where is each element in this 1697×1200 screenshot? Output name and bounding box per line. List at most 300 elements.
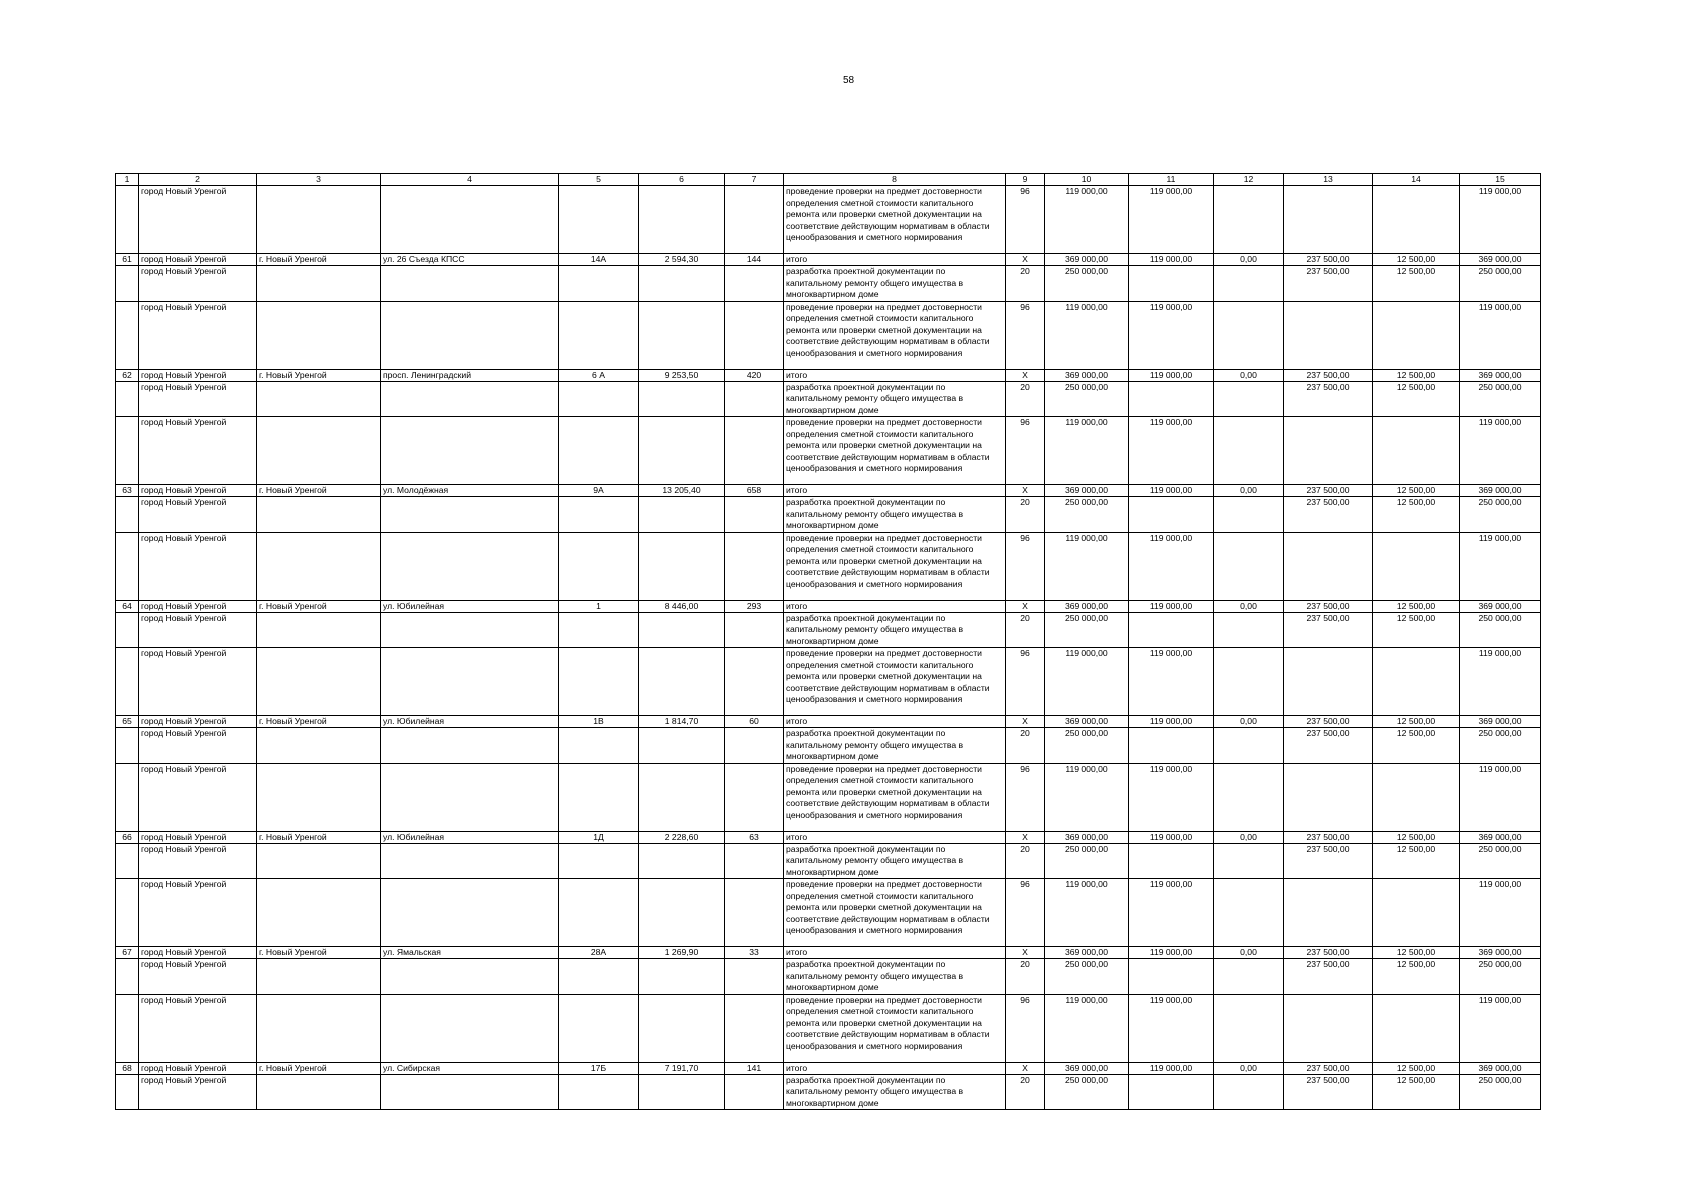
work-type-cell: разработка проектной документации по капитальному ремонту общего имущества в многоквартирном доме bbox=[784, 1074, 1006, 1110]
settlement-cell: г. Новый Уренгой bbox=[257, 254, 381, 266]
house-number-cell bbox=[559, 763, 639, 831]
cost-col-13-cell bbox=[1284, 417, 1373, 485]
total-cost-cell: 119 000,00 bbox=[1045, 879, 1129, 947]
cost-col-11-cell: 119 000,00 bbox=[1129, 831, 1214, 843]
settlement-cell bbox=[257, 728, 381, 764]
residents-cell bbox=[725, 728, 784, 764]
cost-col-11-cell: 119 000,00 bbox=[1129, 648, 1214, 716]
work-type-cell: проведение проверки на предмет достоверности определения сметной стоимости капитального ремонта или проверки сметной документации на соответствие действующим нормативам в области ценообразования и сметного нормирования bbox=[784, 648, 1006, 716]
cost-col-15-cell: 119 000,00 bbox=[1460, 994, 1541, 1062]
cost-col-15-cell: 250 000,00 bbox=[1460, 266, 1541, 302]
settlement-cell bbox=[257, 612, 381, 648]
cost-col-13-cell bbox=[1284, 186, 1373, 254]
settlement-cell bbox=[257, 186, 381, 254]
street-cell bbox=[381, 381, 559, 417]
cost-col-12-cell bbox=[1214, 648, 1284, 716]
municipality-cell: город Новый Уренгой bbox=[139, 600, 257, 612]
total-cost-cell: 250 000,00 bbox=[1045, 1074, 1129, 1110]
residents-cell: 63 bbox=[725, 831, 784, 843]
cost-col-12-cell bbox=[1214, 497, 1284, 533]
street-cell bbox=[381, 266, 559, 302]
house-number-cell: 14А bbox=[559, 254, 639, 266]
street-cell bbox=[381, 417, 559, 485]
cost-col-15-cell: 369 000,00 bbox=[1460, 254, 1541, 266]
settlement-cell: г. Новый Уренгой bbox=[257, 485, 381, 497]
house-number-cell: 9А bbox=[559, 485, 639, 497]
table-row bbox=[116, 763, 1541, 831]
work-code-cell: X bbox=[1006, 716, 1045, 728]
cost-col-12-cell bbox=[1214, 994, 1284, 1062]
cost-col-13-cell: 237 500,00 bbox=[1284, 1074, 1373, 1110]
total-cost-cell: 250 000,00 bbox=[1045, 381, 1129, 417]
municipality-cell: город Новый Уренгой bbox=[139, 497, 257, 533]
street-cell: ул. Ямальская bbox=[381, 947, 559, 959]
settlement-cell bbox=[257, 994, 381, 1062]
settlement-cell bbox=[257, 763, 381, 831]
work-code-cell: X bbox=[1006, 831, 1045, 843]
cost-col-15-cell: 119 000,00 bbox=[1460, 417, 1541, 485]
total-cost-cell: 119 000,00 bbox=[1045, 763, 1129, 831]
cost-col-13-cell bbox=[1284, 879, 1373, 947]
table-row bbox=[116, 843, 1541, 879]
work-code-cell: 96 bbox=[1006, 186, 1045, 254]
street-cell: ул. Юбилейная bbox=[381, 716, 559, 728]
cost-col-15-cell: 369 000,00 bbox=[1460, 600, 1541, 612]
street-cell: ул. Сибирская bbox=[381, 1062, 559, 1074]
row-number-cell bbox=[116, 417, 139, 485]
area-cell: 1 269,90 bbox=[639, 947, 725, 959]
street-cell: ул. 26 Съезда КПСС bbox=[381, 254, 559, 266]
row-number-cell: 65 bbox=[116, 716, 139, 728]
work-type-cell: разработка проектной документации по капитальному ремонту общего имущества в многоквартирном доме bbox=[784, 612, 1006, 648]
column-header: 1 bbox=[116, 174, 139, 186]
work-type-cell: разработка проектной документации по капитальному ремонту общего имущества в многоквартирном доме bbox=[784, 728, 1006, 764]
work-type-cell: итого bbox=[784, 254, 1006, 266]
house-number-cell bbox=[559, 843, 639, 879]
house-number-cell bbox=[559, 959, 639, 995]
residents-cell: 60 bbox=[725, 716, 784, 728]
settlement-cell: г. Новый Уренгой bbox=[257, 1062, 381, 1074]
residents-cell bbox=[725, 186, 784, 254]
area-cell: 9 253,50 bbox=[639, 369, 725, 381]
work-code-cell: 20 bbox=[1006, 959, 1045, 995]
work-code-cell: X bbox=[1006, 369, 1045, 381]
work-type-cell: итого bbox=[784, 369, 1006, 381]
work-type-cell: разработка проектной документации по капитальному ремонту общего имущества в многоквартирном доме bbox=[784, 843, 1006, 879]
cost-col-11-cell bbox=[1129, 959, 1214, 995]
work-code-cell: 20 bbox=[1006, 728, 1045, 764]
area-cell bbox=[639, 648, 725, 716]
municipality-cell: город Новый Уренгой bbox=[139, 1074, 257, 1110]
cost-col-14-cell: 12 500,00 bbox=[1373, 369, 1460, 381]
work-type-cell: проведение проверки на предмет достоверности определения сметной стоимости капитального ремонта или проверки сметной документации на соответствие действующим нормативам в области ценообразования и сметного нормирования bbox=[784, 532, 1006, 600]
cost-col-15-cell: 369 000,00 bbox=[1460, 947, 1541, 959]
total-cost-cell: 369 000,00 bbox=[1045, 1062, 1129, 1074]
house-number-cell bbox=[559, 1074, 639, 1110]
house-number-cell: 28А bbox=[559, 947, 639, 959]
cost-col-11-cell: 119 000,00 bbox=[1129, 254, 1214, 266]
cost-col-14-cell: 12 500,00 bbox=[1373, 381, 1460, 417]
total-cost-cell: 250 000,00 bbox=[1045, 728, 1129, 764]
cost-col-15-cell: 250 000,00 bbox=[1460, 612, 1541, 648]
cost-col-13-cell: 237 500,00 bbox=[1284, 381, 1373, 417]
cost-col-11-cell: 119 000,00 bbox=[1129, 417, 1214, 485]
work-type-cell: проведение проверки на предмет достоверности определения сметной стоимости капитального ремонта или проверки сметной документации на соответствие действующим нормативам в области ценообразования и сметного нормирования bbox=[784, 763, 1006, 831]
cost-col-15-cell: 250 000,00 bbox=[1460, 728, 1541, 764]
street-cell bbox=[381, 648, 559, 716]
street-cell bbox=[381, 763, 559, 831]
settlement-cell: г. Новый Уренгой bbox=[257, 831, 381, 843]
street-cell bbox=[381, 612, 559, 648]
street-cell bbox=[381, 879, 559, 947]
table-row bbox=[116, 728, 1541, 764]
cost-col-13-cell bbox=[1284, 532, 1373, 600]
cost-col-15-cell: 119 000,00 bbox=[1460, 186, 1541, 254]
cost-col-12-cell: 0,00 bbox=[1214, 254, 1284, 266]
work-code-cell: 96 bbox=[1006, 532, 1045, 600]
house-number-cell bbox=[559, 186, 639, 254]
cost-col-11-cell: 119 000,00 bbox=[1129, 716, 1214, 728]
cost-col-12-cell bbox=[1214, 843, 1284, 879]
row-number-cell bbox=[116, 1074, 139, 1110]
column-header: 2 bbox=[139, 174, 257, 186]
row-number-cell: 67 bbox=[116, 947, 139, 959]
cost-col-14-cell bbox=[1373, 763, 1460, 831]
municipality-cell: город Новый Уренгой bbox=[139, 648, 257, 716]
table-row bbox=[116, 301, 1541, 369]
row-number-cell bbox=[116, 994, 139, 1062]
settlement-cell bbox=[257, 301, 381, 369]
municipality-cell: город Новый Уренгой bbox=[139, 532, 257, 600]
municipality-cell: город Новый Уренгой bbox=[139, 254, 257, 266]
cost-col-12-cell bbox=[1214, 728, 1284, 764]
settlement-cell bbox=[257, 381, 381, 417]
cost-col-13-cell: 237 500,00 bbox=[1284, 600, 1373, 612]
area-cell bbox=[639, 266, 725, 302]
column-header: 15 bbox=[1460, 174, 1541, 186]
house-number-cell bbox=[559, 417, 639, 485]
cost-col-14-cell: 12 500,00 bbox=[1373, 716, 1460, 728]
cost-col-13-cell: 237 500,00 bbox=[1284, 485, 1373, 497]
total-cost-cell: 250 000,00 bbox=[1045, 497, 1129, 533]
cost-col-12-cell: 0,00 bbox=[1214, 1062, 1284, 1074]
cost-col-14-cell: 12 500,00 bbox=[1373, 600, 1460, 612]
column-header: 5 bbox=[559, 174, 639, 186]
area-cell bbox=[639, 532, 725, 600]
house-number-cell bbox=[559, 381, 639, 417]
total-cost-cell: 119 000,00 bbox=[1045, 994, 1129, 1062]
house-number-cell bbox=[559, 728, 639, 764]
residents-cell bbox=[725, 843, 784, 879]
row-number-cell: 64 bbox=[116, 600, 139, 612]
municipality-cell: город Новый Уренгой bbox=[139, 843, 257, 879]
cost-col-13-cell: 237 500,00 bbox=[1284, 831, 1373, 843]
municipality-cell: город Новый Уренгой bbox=[139, 266, 257, 302]
residents-cell: 293 bbox=[725, 600, 784, 612]
work-type-cell: проведение проверки на предмет достоверности определения сметной стоимости капитального ремонта или проверки сметной документации на соответствие действующим нормативам в области ценообразования и сметного нормирования bbox=[784, 301, 1006, 369]
cost-col-11-cell: 119 000,00 bbox=[1129, 186, 1214, 254]
work-code-cell: 96 bbox=[1006, 994, 1045, 1062]
row-number-cell bbox=[116, 301, 139, 369]
cost-col-14-cell: 12 500,00 bbox=[1373, 1074, 1460, 1110]
municipality-cell: город Новый Уренгой bbox=[139, 186, 257, 254]
data-table bbox=[115, 173, 1541, 1110]
cost-col-12-cell: 0,00 bbox=[1214, 485, 1284, 497]
street-cell bbox=[381, 1074, 559, 1110]
municipality-cell: город Новый Уренгой bbox=[139, 369, 257, 381]
cost-col-12-cell bbox=[1214, 266, 1284, 302]
area-cell: 7 191,70 bbox=[639, 1062, 725, 1074]
row-number-cell bbox=[116, 959, 139, 995]
row-number-cell: 63 bbox=[116, 485, 139, 497]
cost-col-14-cell bbox=[1373, 186, 1460, 254]
table-row bbox=[116, 186, 1541, 254]
work-type-cell: проведение проверки на предмет достоверности определения сметной стоимости капитального ремонта или проверки сметной документации на соответствие действующим нормативам в области ценообразования и сметного нормирования bbox=[784, 186, 1006, 254]
column-header: 12 bbox=[1214, 174, 1284, 186]
residents-cell bbox=[725, 612, 784, 648]
residents-cell bbox=[725, 497, 784, 533]
work-code-cell: 20 bbox=[1006, 1074, 1045, 1110]
cost-col-13-cell bbox=[1284, 763, 1373, 831]
cost-col-12-cell bbox=[1214, 301, 1284, 369]
work-type-cell: проведение проверки на предмет достоверности определения сметной стоимости капитального ремонта или проверки сметной документации на соответствие действующим нормативам в области ценообразования и сметного нормирования bbox=[784, 879, 1006, 947]
table-row bbox=[116, 369, 1541, 381]
row-number-cell: 66 bbox=[116, 831, 139, 843]
house-number-cell: 1В bbox=[559, 716, 639, 728]
cost-col-13-cell bbox=[1284, 648, 1373, 716]
street-cell bbox=[381, 497, 559, 533]
total-cost-cell: 119 000,00 bbox=[1045, 301, 1129, 369]
cost-col-12-cell: 0,00 bbox=[1214, 947, 1284, 959]
work-type-cell: разработка проектной документации по капитальному ремонту общего имущества в многоквартирном доме bbox=[784, 381, 1006, 417]
cost-col-12-cell bbox=[1214, 763, 1284, 831]
house-number-cell: 1 bbox=[559, 600, 639, 612]
table-row bbox=[116, 831, 1541, 843]
work-type-cell: итого bbox=[784, 485, 1006, 497]
municipality-cell: город Новый Уренгой bbox=[139, 763, 257, 831]
municipality-cell: город Новый Уренгой bbox=[139, 381, 257, 417]
street-cell bbox=[381, 532, 559, 600]
total-cost-cell: 369 000,00 bbox=[1045, 254, 1129, 266]
cost-col-11-cell: 119 000,00 bbox=[1129, 947, 1214, 959]
cost-col-12-cell bbox=[1214, 186, 1284, 254]
area-cell bbox=[639, 728, 725, 764]
cost-col-14-cell: 12 500,00 bbox=[1373, 497, 1460, 533]
residents-cell bbox=[725, 301, 784, 369]
street-cell bbox=[381, 994, 559, 1062]
settlement-cell bbox=[257, 417, 381, 485]
area-cell bbox=[639, 843, 725, 879]
cost-col-15-cell: 250 000,00 bbox=[1460, 381, 1541, 417]
row-number-cell bbox=[116, 879, 139, 947]
row-number-cell bbox=[116, 648, 139, 716]
work-type-cell: проведение проверки на предмет достоверности определения сметной стоимости капитального ремонта или проверки сметной документации на соответствие действующим нормативам в области ценообразования и сметного нормирования bbox=[784, 417, 1006, 485]
municipality-cell: город Новый Уренгой bbox=[139, 301, 257, 369]
area-cell bbox=[639, 763, 725, 831]
residents-cell bbox=[725, 417, 784, 485]
street-cell bbox=[381, 728, 559, 764]
area-cell bbox=[639, 959, 725, 995]
work-code-cell: 20 bbox=[1006, 381, 1045, 417]
area-cell bbox=[639, 301, 725, 369]
cost-col-11-cell bbox=[1129, 1074, 1214, 1110]
column-header: 6 bbox=[639, 174, 725, 186]
area-cell: 2 594,30 bbox=[639, 254, 725, 266]
settlement-cell: г. Новый Уренгой bbox=[257, 947, 381, 959]
work-code-cell: X bbox=[1006, 254, 1045, 266]
cost-col-13-cell: 237 500,00 bbox=[1284, 266, 1373, 302]
row-number-cell bbox=[116, 381, 139, 417]
cost-col-15-cell: 250 000,00 bbox=[1460, 1074, 1541, 1110]
street-cell bbox=[381, 301, 559, 369]
cost-col-11-cell bbox=[1129, 612, 1214, 648]
area-cell bbox=[639, 381, 725, 417]
settlement-cell: г. Новый Уренгой bbox=[257, 600, 381, 612]
area-cell: 1 814,70 bbox=[639, 716, 725, 728]
cost-col-11-cell: 119 000,00 bbox=[1129, 994, 1214, 1062]
cost-col-11-cell: 119 000,00 bbox=[1129, 600, 1214, 612]
column-header: 11 bbox=[1129, 174, 1214, 186]
total-cost-cell: 369 000,00 bbox=[1045, 485, 1129, 497]
cost-col-14-cell: 12 500,00 bbox=[1373, 947, 1460, 959]
cost-col-14-cell: 12 500,00 bbox=[1373, 266, 1460, 302]
table-row bbox=[116, 266, 1541, 302]
area-cell bbox=[639, 1074, 725, 1110]
cost-col-15-cell: 119 000,00 bbox=[1460, 879, 1541, 947]
residents-cell bbox=[725, 763, 784, 831]
residents-cell bbox=[725, 1074, 784, 1110]
cost-col-13-cell: 237 500,00 bbox=[1284, 369, 1373, 381]
cost-col-11-cell: 119 000,00 bbox=[1129, 301, 1214, 369]
table-row bbox=[116, 417, 1541, 485]
municipality-cell: город Новый Уренгой bbox=[139, 831, 257, 843]
street-cell: ул. Молодёжная bbox=[381, 485, 559, 497]
settlement-cell bbox=[257, 532, 381, 600]
cost-col-15-cell: 119 000,00 bbox=[1460, 532, 1541, 600]
table-row bbox=[116, 648, 1541, 716]
house-number-cell: 1Д bbox=[559, 831, 639, 843]
cost-col-11-cell: 119 000,00 bbox=[1129, 485, 1214, 497]
house-number-cell bbox=[559, 648, 639, 716]
cost-col-14-cell: 12 500,00 bbox=[1373, 254, 1460, 266]
municipality-cell: город Новый Уренгой bbox=[139, 612, 257, 648]
header-row bbox=[116, 174, 1541, 186]
column-header: 4 bbox=[381, 174, 559, 186]
area-cell bbox=[639, 417, 725, 485]
table-row bbox=[116, 994, 1541, 1062]
cost-col-13-cell: 237 500,00 bbox=[1284, 1062, 1373, 1074]
table-row bbox=[116, 879, 1541, 947]
residents-cell: 144 bbox=[725, 254, 784, 266]
cost-col-15-cell: 369 000,00 bbox=[1460, 369, 1541, 381]
table-row bbox=[116, 485, 1541, 497]
cost-col-12-cell: 0,00 bbox=[1214, 716, 1284, 728]
total-cost-cell: 250 000,00 bbox=[1045, 959, 1129, 995]
work-code-cell: 96 bbox=[1006, 417, 1045, 485]
municipality-cell: город Новый Уренгой bbox=[139, 1062, 257, 1074]
total-cost-cell: 119 000,00 bbox=[1045, 186, 1129, 254]
cost-col-13-cell: 237 500,00 bbox=[1284, 612, 1373, 648]
cost-col-15-cell: 250 000,00 bbox=[1460, 959, 1541, 995]
cost-col-13-cell: 237 500,00 bbox=[1284, 728, 1373, 764]
municipality-cell: город Новый Уренгой bbox=[139, 716, 257, 728]
table-row bbox=[116, 600, 1541, 612]
cost-col-15-cell: 250 000,00 bbox=[1460, 843, 1541, 879]
cost-col-13-cell: 237 500,00 bbox=[1284, 254, 1373, 266]
cost-col-11-cell bbox=[1129, 497, 1214, 533]
street-cell bbox=[381, 959, 559, 995]
work-code-cell: X bbox=[1006, 1062, 1045, 1074]
cost-col-15-cell: 369 000,00 bbox=[1460, 485, 1541, 497]
cost-col-15-cell: 369 000,00 bbox=[1460, 716, 1541, 728]
cost-col-12-cell: 0,00 bbox=[1214, 600, 1284, 612]
cost-col-11-cell bbox=[1129, 728, 1214, 764]
table-row bbox=[116, 254, 1541, 266]
cost-col-14-cell: 12 500,00 bbox=[1373, 843, 1460, 879]
work-code-cell: 20 bbox=[1006, 843, 1045, 879]
total-cost-cell: 119 000,00 bbox=[1045, 532, 1129, 600]
settlement-cell bbox=[257, 497, 381, 533]
house-number-cell bbox=[559, 266, 639, 302]
area-cell bbox=[639, 497, 725, 533]
cost-col-11-cell bbox=[1129, 266, 1214, 302]
work-code-cell: 96 bbox=[1006, 648, 1045, 716]
work-type-cell: разработка проектной документации по капитальному ремонту общего имущества в многоквартирном доме bbox=[784, 959, 1006, 995]
municipality-cell: город Новый Уренгой bbox=[139, 728, 257, 764]
table-row bbox=[116, 532, 1541, 600]
area-cell: 8 446,00 bbox=[639, 600, 725, 612]
street-cell: ул. Юбилейная bbox=[381, 831, 559, 843]
cost-col-11-cell: 119 000,00 bbox=[1129, 1062, 1214, 1074]
total-cost-cell: 369 000,00 bbox=[1045, 831, 1129, 843]
area-cell: 13 205,40 bbox=[639, 485, 725, 497]
row-number-cell bbox=[116, 186, 139, 254]
settlement-cell bbox=[257, 879, 381, 947]
work-type-cell: проведение проверки на предмет достоверности определения сметной стоимости капитального ремонта или проверки сметной документации на соответствие действующим нормативам в области ценообразования и сметного нормирования bbox=[784, 994, 1006, 1062]
table-row bbox=[116, 947, 1541, 959]
cost-col-15-cell: 369 000,00 bbox=[1460, 1062, 1541, 1074]
cost-col-14-cell: 12 500,00 bbox=[1373, 612, 1460, 648]
cost-col-12-cell bbox=[1214, 417, 1284, 485]
work-type-cell: итого bbox=[784, 947, 1006, 959]
column-header: 8 bbox=[784, 174, 1006, 186]
municipality-cell: город Новый Уренгой bbox=[139, 879, 257, 947]
table-row bbox=[116, 497, 1541, 533]
total-cost-cell: 119 000,00 bbox=[1045, 648, 1129, 716]
residents-cell bbox=[725, 959, 784, 995]
area-cell bbox=[639, 879, 725, 947]
cost-col-14-cell bbox=[1373, 532, 1460, 600]
row-number-cell: 61 bbox=[116, 254, 139, 266]
cost-col-13-cell bbox=[1284, 301, 1373, 369]
cost-col-14-cell bbox=[1373, 301, 1460, 369]
work-type-cell: разработка проектной документации по капитальному ремонту общего имущества в многоквартирном доме bbox=[784, 497, 1006, 533]
municipality-cell: город Новый Уренгой bbox=[139, 959, 257, 995]
settlement-cell: г. Новый Уренгой bbox=[257, 369, 381, 381]
cost-col-12-cell bbox=[1214, 879, 1284, 947]
column-header: 3 bbox=[257, 174, 381, 186]
residents-cell bbox=[725, 266, 784, 302]
street-cell: ул. Юбилейная bbox=[381, 600, 559, 612]
column-header: 9 bbox=[1006, 174, 1045, 186]
cost-col-11-cell: 119 000,00 bbox=[1129, 879, 1214, 947]
cost-col-14-cell bbox=[1373, 417, 1460, 485]
work-code-cell: X bbox=[1006, 485, 1045, 497]
cost-col-15-cell: 119 000,00 bbox=[1460, 648, 1541, 716]
cost-col-12-cell: 0,00 bbox=[1214, 831, 1284, 843]
settlement-cell bbox=[257, 266, 381, 302]
row-number-cell bbox=[116, 532, 139, 600]
